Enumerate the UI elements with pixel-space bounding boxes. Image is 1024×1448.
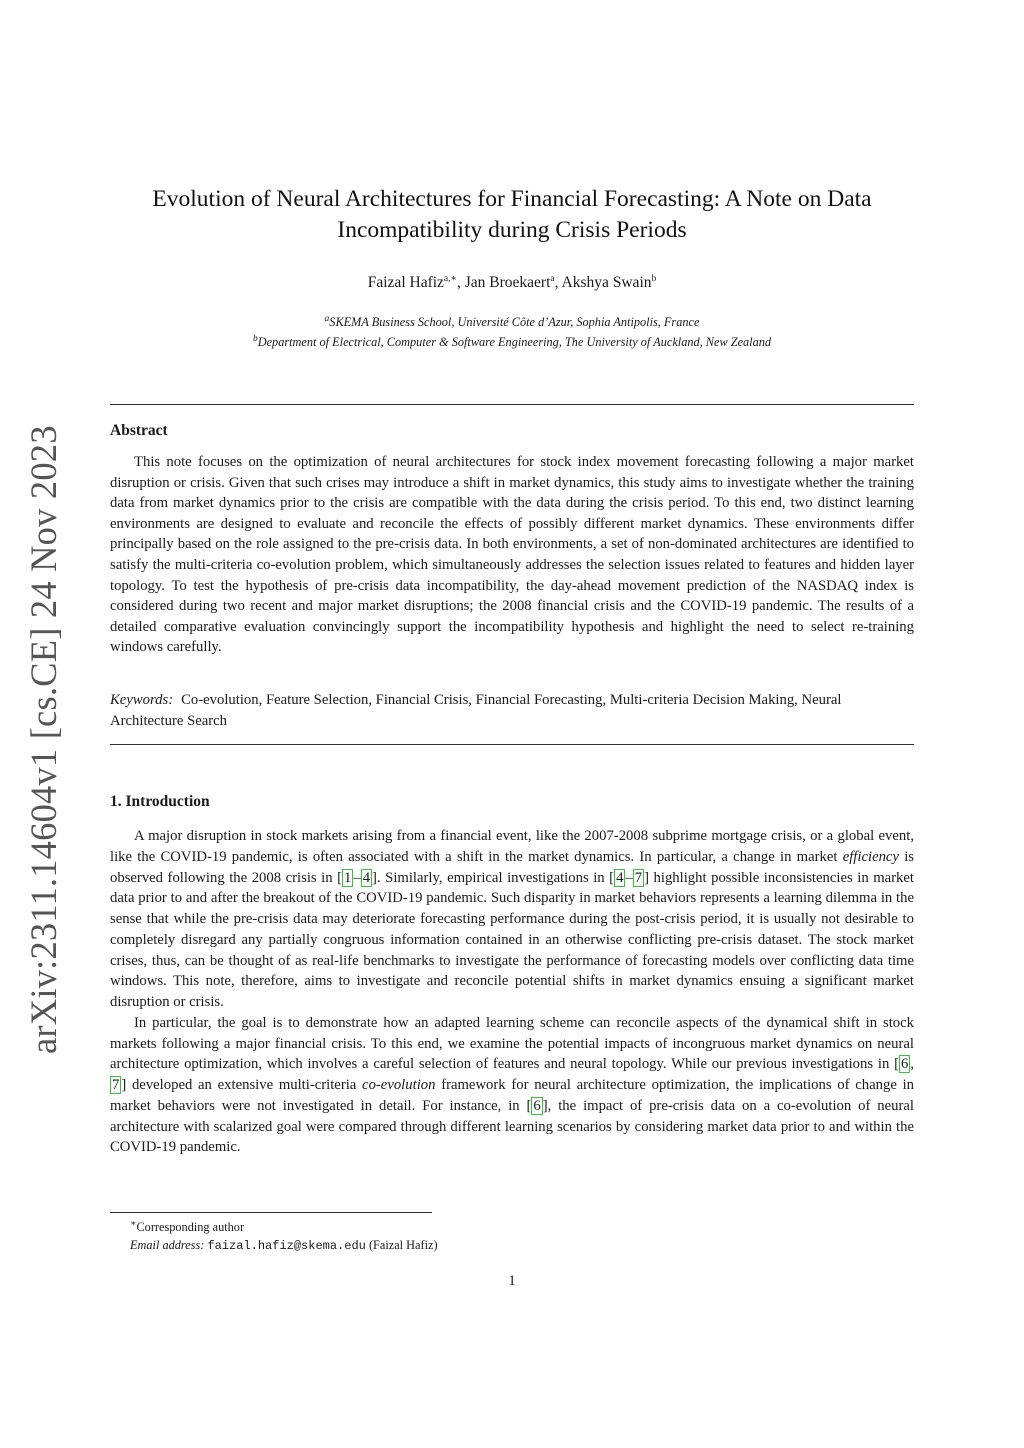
footnote — [130, 1218, 438, 1255]
footnote-corresponding: ∗Corresponding author — [130, 1218, 245, 1234]
introduction-body — [110, 826, 914, 1158]
abstract-body: This note focuses on the optimization of neural architectures for stock index movement forecasting following a major market disruption or crisis. Given that such crises may introduce a shift in market dynamics, this study aims to investigate whether the training data from market dynamics prior to the crisis are compatible with the data during the crisis period. To this end, two distinct learning environments are designed to evaluate and reconcile the effects of possibly different market dynamics. These environments differ principally based on the role assigned to the pre-crisis data. In both environments, a set of non-dominated architectures are identified to satisfy the multi-criteria co-evolution problem, which simultaneously addresses the selection issues related to features and hidden layer topology. To test the hypothesis of pre-crisis data incompatibility, the day-ahead movement prediction of the NASDAQ index is considered during two recent and major market disruptions; the 2008 financial crisis and the COVID-19 pandemic. The results of a detailed comparative evaluation convincingly support the incompatibility hypothesis and highlight the need to select re-training windows carefully. — [110, 454, 914, 656]
author-affil-mark: a,∗ — [443, 273, 457, 284]
citation-link[interactable]: 4 — [616, 869, 624, 886]
citation-link[interactable]: 7 — [112, 1077, 120, 1093]
citation-link[interactable]: 6 — [900, 1056, 909, 1073]
paragraph: In particular, the goal is to demonstrate how an adapted learning scheme can reconcile aspects of the dynamical shift in stock markets following a major financial crisis. To this end, we examine the potential impacts of incongruous market dynamics on neural architecture optimization, which involves a careful selection of features and neural topology. While our previous investigations in [ 6 , 7 ] developed an extensive multi-criteria co-evolution framework for neural architecture optimization, the implications of change in market behaviors were not investigated in detail. For instance, in [ 6 ], the impact of pre-crisis data on a co-evolution of neural architecture with scalarized goal were compared through different learning scenarios by considering market data prior to and within the COVID-19 pandemic. — [110, 1014, 915, 1156]
author-list: Faizal Hafiz$^{a,∗}$, Jan Broekaert$^a$, Akshya Swain$^b$ — [367, 273, 657, 291]
affiliations — [110, 312, 914, 352]
title-line-2: Incompatibility during Crisis Periods — [337, 217, 687, 243]
keywords — [110, 690, 914, 731]
abstract-heading: Abstract — [110, 422, 168, 439]
citation-link[interactable]: 4 — [362, 869, 371, 886]
citation-link[interactable]: 1 — [344, 869, 352, 886]
author-name: Jan Broekaert — [464, 274, 551, 291]
arxiv-identifier: arXiv:2311.14604v1 [cs.CE] 24 Nov 2023 — [23, 425, 64, 1054]
citation-link[interactable]: 6 — [533, 1097, 541, 1114]
affiliation-line: $^a$SKEMA Business School, Université Côte d’Azur, Sophia Antipolis, France — [324, 313, 700, 329]
keywords-label: Keywords: — [110, 692, 174, 708]
paragraph: A major disruption in stock markets arising from a financial event, like the 2007-2008 subprime mortgage crisis, or a global event, like the COVID-19 pandemic, is often associated with a shift in the market dynamics. In particular, a change in market efficiency is observed following the 2008 crisis in [ 1 – 4 ]. Similarly, empirical investigations in [ 4 – 7 ] highlight possible inconsistencies in market data prior to and after the breakout of the COVID-19 pandemic. Such disparity in market behaviors represents a learning dilemma in the sense that while the pre-crisis data may deteriorate forecasting performance during the post-crisis period, it is usually not desirable to completely disregard any partially congruous information contained in an otherwise conflicting pre-crisis dataset. The stock market crises, thus, can be thought of as real-life benchmarks to investigate the performance of forecasting models over conflicting data time windows. This note, therefore, aims to investigate and reconcile potential shifts in market dynamics ensuing a significant market disruption or crisis. — [110, 828, 915, 1010]
abstract-top-rule — [110, 404, 914, 405]
footnote-email: Email address: faizal.hafiz@skema.edu (Faizal Hafiz) — [130, 1238, 438, 1253]
abstract-bottom-rule — [110, 744, 914, 745]
footnote-rule — [110, 1212, 432, 1213]
email-link[interactable]: faizal.hafiz@skema.edu — [207, 1239, 366, 1253]
author-name: Akshya Swain — [561, 274, 652, 291]
author-affil-mark: b — [651, 273, 657, 284]
title-line-1: Evolution of Neural Architectures for Financial Forecasting: A Note on Data — [152, 186, 872, 212]
author-affil-mark: a — [550, 273, 555, 284]
paper-title — [110, 184, 914, 246]
author-name: Faizal Hafiz — [367, 274, 444, 291]
section-heading-introduction: 1. Introduction — [110, 793, 210, 810]
page-number: 1 — [508, 1273, 516, 1289]
affiliation-line: $^b$Department of Electrical, Computer & Software Engineering, The University of Auckland, New Zealand — [252, 333, 772, 349]
keywords-text: Co-evolution, Feature Selection, Financial Crisis, Financial Forecasting, Multi-criteria Decision Making, Neural Architecture Search — [110, 692, 842, 729]
citation-link[interactable]: 7 — [634, 869, 643, 886]
